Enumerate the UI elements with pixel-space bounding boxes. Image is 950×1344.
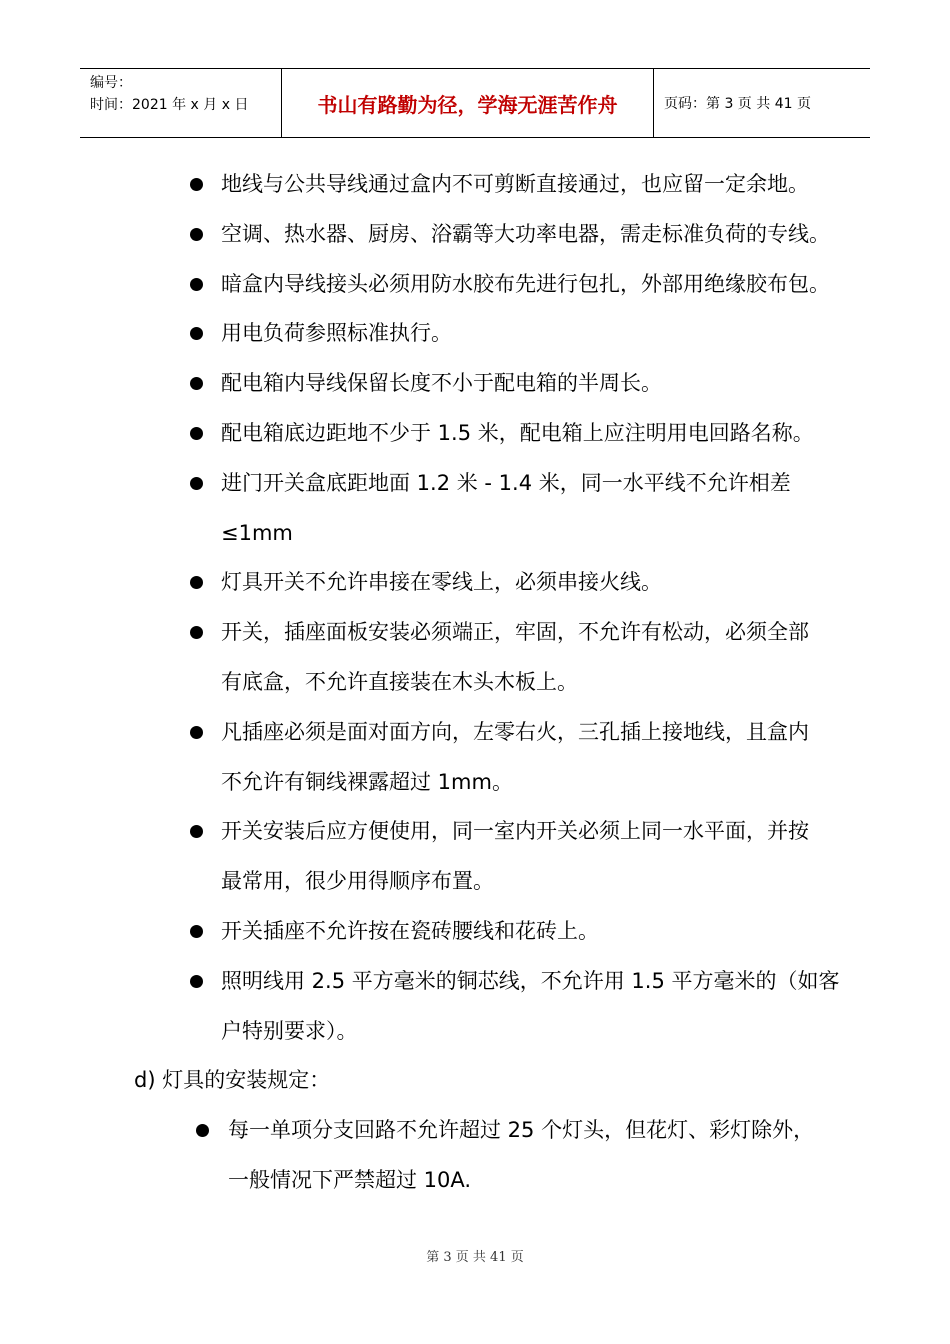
bullet-icon [190, 726, 203, 739]
bullet-icon [190, 278, 203, 291]
bullet-icon [190, 427, 203, 440]
bullet-icon [190, 327, 203, 340]
list-item-text: 开关，插座面板安装必须端正，牢固，不允许有松动，必须全部 [221, 620, 809, 645]
bullet-icon [190, 178, 203, 191]
page-footer: 第 3 页 共 41 页 [426, 1250, 524, 1265]
bullet-icon [190, 825, 203, 838]
list-item-text: 凡插座必须是面对面方向，左零右火，三孔插上接地线，且盒内 [221, 719, 809, 744]
list-item-text: 地线与公共导线通过盒内不可剪断直接通过，也应留一定余地。 [221, 172, 809, 196]
bullet-icon [190, 228, 203, 241]
header-page-info: 页码：第 3 页 共 41 页 [664, 96, 811, 112]
bullet-icon [190, 377, 203, 390]
list-item-text: 用电负荷参照标准执行。 [221, 321, 452, 346]
section-heading: d) 灯具的安装规定： [134, 1068, 331, 1093]
list-item-text: 配电箱内导线保留长度不小于配电箱的半周长。 [221, 371, 662, 396]
list-item-text: 空调、热水器、厨房、浴霸等大功率电器，需走标准负荷的专线。 [221, 221, 830, 246]
bullet-icon [190, 477, 203, 490]
list-item-text: 暗盒内导线接头必须用防水胶布先进行包扎，外部用绝缘胶布包。 [221, 271, 830, 296]
list-item-text: 每一单项分支回路不允许超过 25 个灯头，但花灯、彩灯除外， [228, 1118, 815, 1143]
list-item-text: 配电箱底边距地不少于 1.5 米，配电箱上应注明用电回路名称。 [221, 421, 814, 445]
list-item-text: 最常用，很少用得顺序布置。 [221, 869, 494, 894]
list-item-text: 灯具开关不允许串接在零线上，必须串接火线。 [221, 570, 662, 595]
document-number-label: 编号： [90, 75, 132, 91]
list-item-text: 照明线用 2.5 平方毫米的铜芯线，不允许用 1.5 平方毫米的（如客 [221, 968, 840, 993]
list-item-text: 开关安装后应方便使用，同一室内开关必须上同一水平面，并按 [221, 819, 809, 844]
document-time-label: 时间：2021 年 x 月 x 日 [90, 97, 249, 113]
header-meta [80, 69, 282, 137]
bullet-icon [190, 925, 203, 938]
list-item-text: 开关插座不允许按在瓷砖腰线和花砖上。 [221, 919, 599, 943]
list-item-text: 不允许有铜线裸露超过 1mm。 [221, 769, 513, 794]
bullet-icon [190, 975, 203, 988]
bullet-icon [196, 1124, 209, 1137]
list-item-text: 户特别要求）。 [221, 1018, 358, 1043]
bullet-icon [190, 576, 203, 589]
list-item-text: 进门开关盒底距地面 1.2 米 - 1.4 米，同一水平线不允许相差 [221, 470, 791, 495]
list-item-text: 有底盒，不允许直接装在木头木板上。 [221, 670, 578, 694]
header-motto: 书山有路勤为径，学海无涯苦作舟 [282, 69, 654, 137]
list-item-text: ≤1mm [221, 520, 293, 545]
bullet-icon [190, 626, 203, 639]
list-item-text: 一般情况下严禁超过 10A. [228, 1168, 472, 1192]
page-header [80, 68, 870, 138]
